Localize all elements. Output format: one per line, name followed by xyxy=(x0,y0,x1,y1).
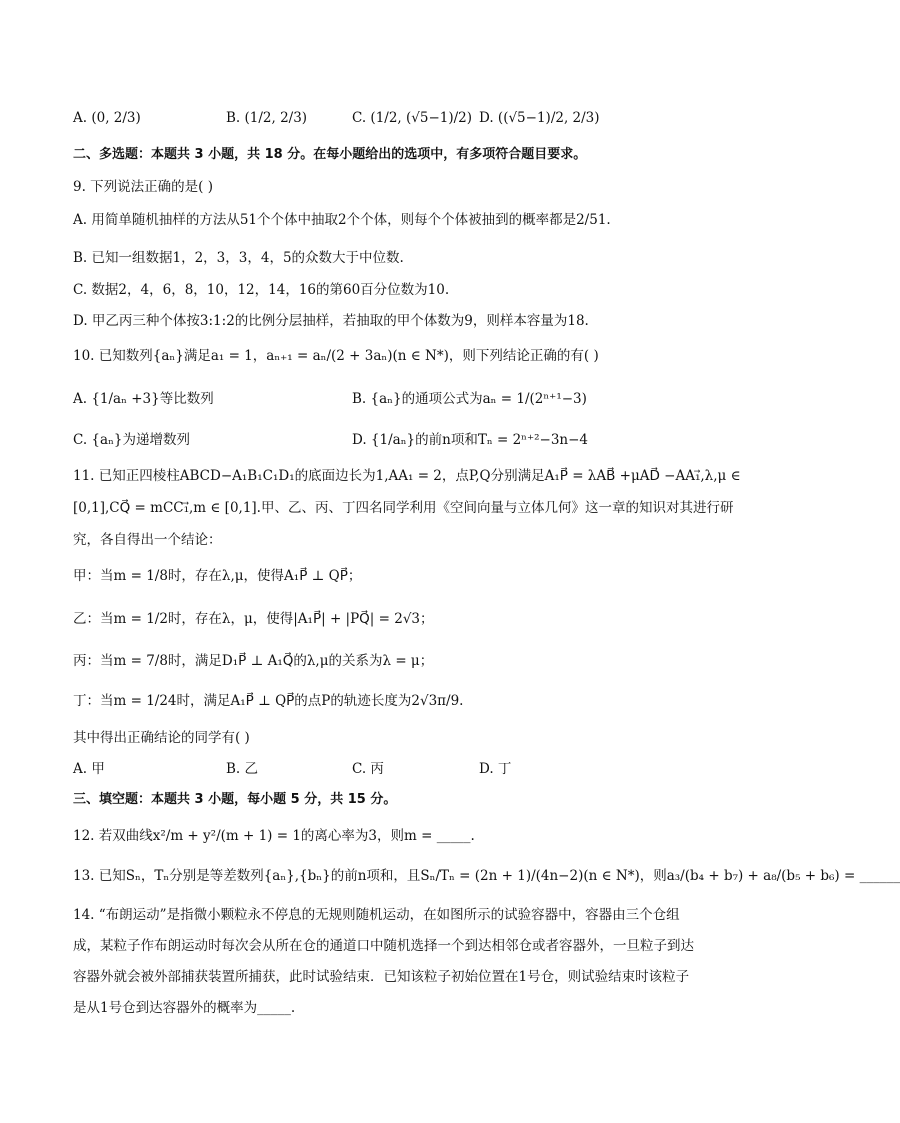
q9-option-b: B. 已知一组数据1，2，3，3，4，5的众数大于中位数. xyxy=(73,250,404,266)
q9-option-d: D. 甲乙丙三种个体按3:1:2的比例分层抽样，若抽取的甲个体数为9，则样本容量为18. xyxy=(73,313,589,329)
q9-option-c: C. 数据2，4，6，8，10，12，14，16的第60百分位数为10. xyxy=(73,282,450,298)
q8-option-d: D. ((√5−1)/2, 2/3) xyxy=(479,110,600,126)
q11-statement-ding: 丁：当m = 1/24时，满足A₁P⃗ ⊥ QP⃗的点P的轨迹长度为2√3π/9. xyxy=(73,693,464,709)
q8-option-a: A. (0, 2/3) xyxy=(73,110,141,126)
section-2-title: 二、多选题：本题共 3 小题，共 18 分。在每小题给出的选项中，有多项符合题目要求。 xyxy=(73,147,587,162)
q10-stem: 10. 已知数列{aₙ}满足a₁ = 1，aₙ₊₁ = aₙ/(2 + 3aₙ)(n ∈ N*)，则下列结论正确的有( ) xyxy=(73,348,599,364)
q8-option-c: C. (1/2, (√5−1)/2) xyxy=(352,110,473,126)
q11-stem-line3: 究，各自得出一个结论： xyxy=(73,532,222,548)
q14-line3: 容器外就会被外部捕获装置所捕获，此时试验结束．已知该粒子初始位置在1号仓，则试验结束时该粒子 xyxy=(73,969,690,985)
q11-option-a: A. 甲 xyxy=(73,761,105,777)
q10-option-c: C. {aₙ}为递增数列 xyxy=(73,432,190,448)
q11-question: 其中得出正确结论的同学有( ) xyxy=(73,730,250,746)
q12-text: 12. 若双曲线x²/m + y²/(m + 1) = 1的离心率为3，则m = _____. xyxy=(73,828,475,844)
q11-stem-line2: [0,1],CQ⃗ = mCC₁⃗,m ∈ [0,1].甲、乙、丙、丁四名同学利用《空间向量与立体几何》这一章的知识对其进行研 xyxy=(73,500,734,516)
q11-option-d: D. 丁 xyxy=(479,761,512,777)
q11-statement-bing: 丙：当m = 7/8时，满足D₁P⃗ ⊥ A₁Q⃗的λ,μ的关系为λ = μ； xyxy=(73,653,434,669)
q10-option-a: A. {1/aₙ +3}等比数列 xyxy=(73,391,214,407)
q13-text: 13. 已知Sₙ，Tₙ分别是等差数列{aₙ},{bₙ}的前n项和，且Sₙ/Tₙ = (2n + 1)/(4n−2)(n ∈ N*)，则a₃/(b₄ + b₇) + a₈/(b₅ + b₆) = ______ xyxy=(73,868,900,884)
q9-stem: 9. 下列说法正确的是( ) xyxy=(73,179,213,195)
q14-line1: 14. “布朗运动”是指微小颗粒永不停息的无规则随机运动，在如图所示的试验容器中，容器由三个仓组 xyxy=(73,907,680,923)
q14-line4: 是从1号仓到达容器外的概率为_____. xyxy=(73,1000,296,1016)
q8-option-b: B. (1/2, 2/3) xyxy=(226,110,308,126)
q9-option-a: A. 用简单随机抽样的方法从51个个体中抽取2个个体，则每个个体被抽到的概率都是2/51. xyxy=(73,212,611,228)
q11-stem-line1: 11. 已知正四棱柱ABCD−A₁B₁C₁D₁的底面边长为1,AA₁ = 2，点P,Q分别满足A₁P⃗ = λAB⃗ +μAD⃗ −AA₁⃗,λ,μ ∈ xyxy=(73,468,741,484)
q11-option-b: B. 乙 xyxy=(226,761,259,777)
q14-line2: 成，某粒子作布朗运动时每次会从所在仓的通道口中随机选择一个到达相邻仓或者容器外，一旦粒子到达 xyxy=(73,938,694,954)
section-3-title: 三、填空题：本题共 3 小题，每小题 5 分，共 15 分。 xyxy=(73,792,397,807)
q10-option-b: B. {aₙ}的通项公式为aₙ = 1/(2ⁿ⁺¹−3) xyxy=(352,391,587,407)
q11-option-c: C. 丙 xyxy=(352,761,384,777)
q11-statement-jia: 甲：当m = 1/8时，存在λ,μ，使得A₁P⃗ ⊥ QP⃗； xyxy=(73,568,362,584)
q10-option-d: D. {1/aₙ}的前n项和Tₙ = 2ⁿ⁺²−3n−4 xyxy=(352,432,589,448)
q11-statement-yi: 乙：当m = 1/2时，存在λ，μ，使得|A₁P⃗| + |PQ⃗| = 2√3； xyxy=(73,611,434,627)
